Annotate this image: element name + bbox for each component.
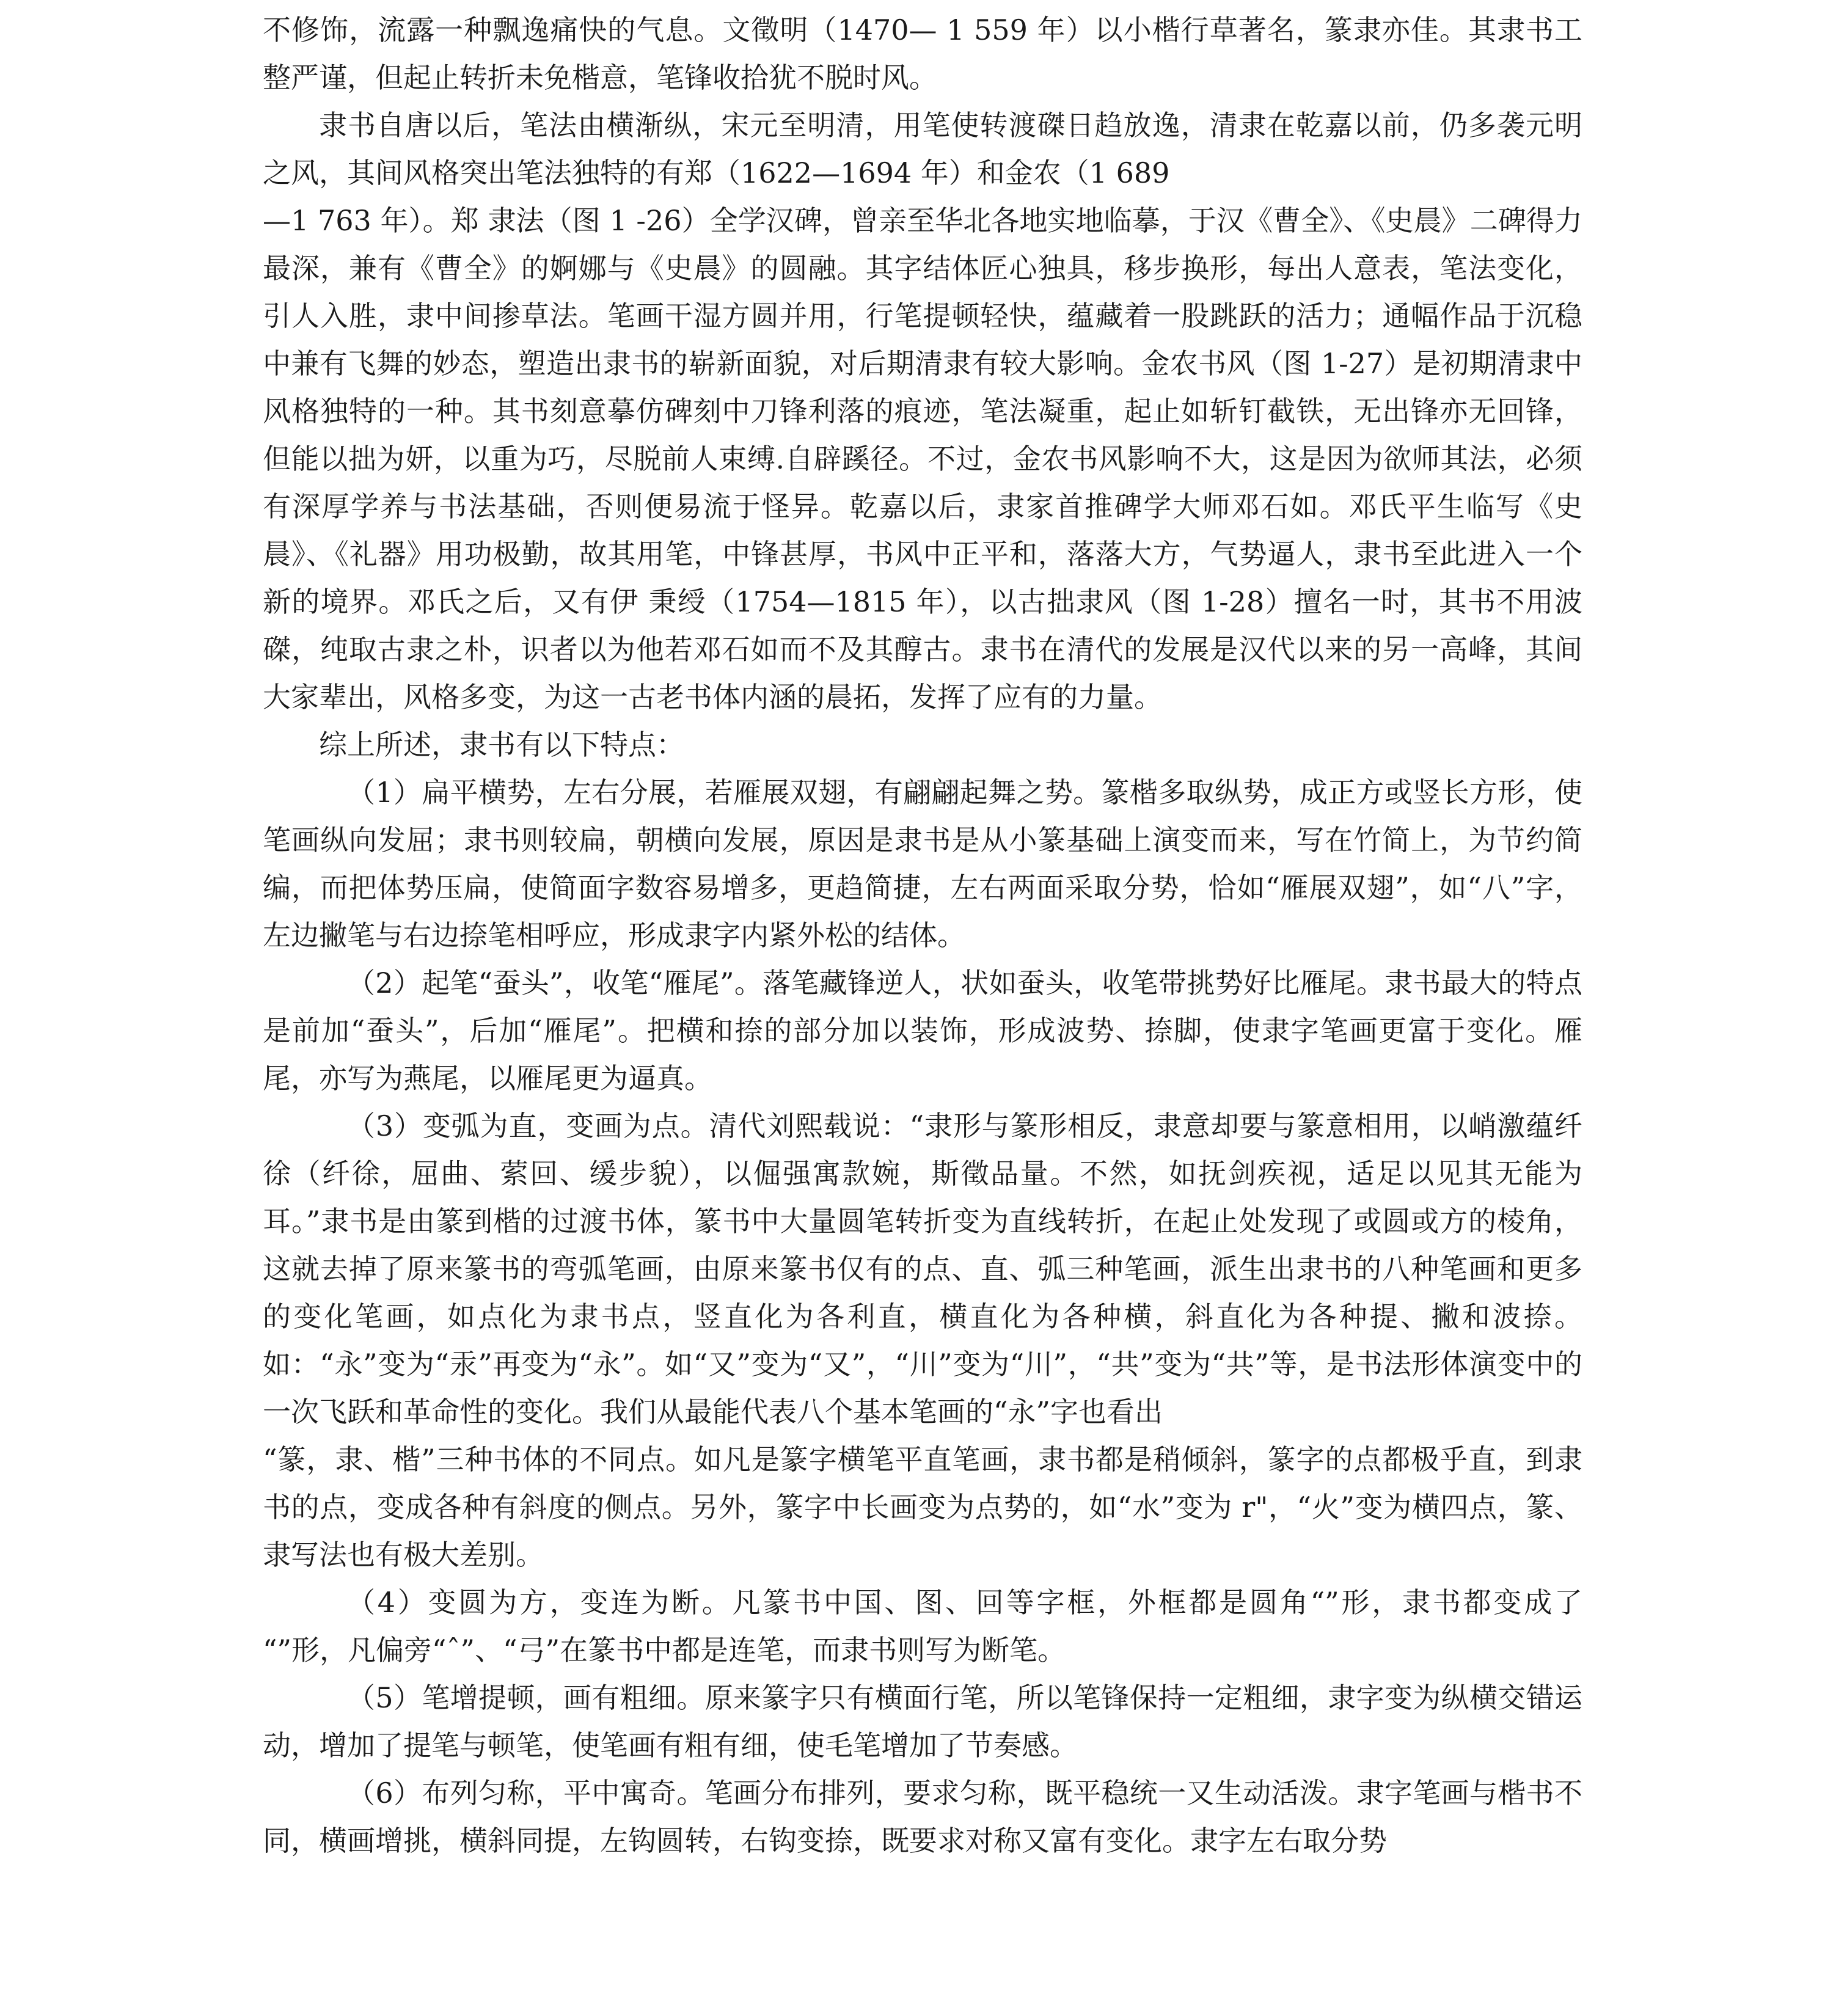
list-item-feature-5: （5）笔增提顿，画有粗细。原来篆字只有横面行笔，所以笔锋保持一定粗细，隶字变为纵横交错运动，增加了提笔与顿笔，使笔画有粗有细，使毛笔增加了节奏感。 [263, 1681, 1582, 1762]
paragraph-zheng-jinnong-deng: —1 763 年）。郑 隶法（图 1 -26）全学汉碑，曾亲至华北各地实地临摹，于汉《曹全》、《史晨》二碑得力最深，兼有《曹全》的婀娜与《史晨》的圆融。其字结体匠心独具，移步换形，每出人意表，笔法变化，引人入胜，隶中间掺草法。笔画干湿方圆并用，行笔提顿轻快，蕴藏着一股跳跃的活力；通幅作品于沉稳中兼有飞舞的妙态，塑造出隶书的崭新面貌，对后期清隶有较大影响。金农书风（图 1-27）是初期清隶中风格独特的一种。其书刻意摹仿碑刻中刀锋利落的痕迹，笔法凝重，起止如斩钉截铁，无出锋亦无回锋，但能以拙为妍，以重为巧，尽脱前人束缚.自辟蹊径。不过，金农书风影响不大，这是因为欲师其法，必须有深厚学养与书法基础，否则便易流于怪异。乾嘉以后，隶家首推碑学大师邓石如。邓氏平生临写《史晨》、《礼器》用功极勤，故其用笔，中锋甚厚，书风中正平和，落落大方，气势逼人，隶书至此进入一个新的境界。邓氏之后，又有伊 秉绶（1754—1815 年），以古拙隶风（图 1-28）擅名一时，其书不用波磔，纯取古隶之朴，识者以为他若邓石如而不及其醇古。隶书在清代的发展是汉代以来的另一高峰，其间大家辈出，风格多变，为这一古老书体内涵的晨拓，发挥了应有的力量。 [263, 204, 1582, 714]
list-item-feature-3: （3）变弧为直，变画为点。清代刘熙载说：“隶形与篆形相反，隶意却要与篆意相用，以峭激蕴纤徐（纤徐，屈曲、萦回、缓步貌），以倔强寓款婉，斯徵品量。不然，如抚剑疾视，适足以见其无能为耳。”隶书是由篆到楷的过渡书体，篆书中大量圆笔转折变为直线转折，在起止处发现了或圆或方的棱角，这就去掉了原来篆书的弯弧笔画，由原来篆书仅有的点、直、弧三种笔画，派生出隶书的八种笔画和更多的变化笔画，如点化为隶书点，竖直化为各利直，横直化为各种横，斜直化为各种提、撇和波捺。如：“永”变为“汞”再变为“永”。如“又”变为“又”，“川”变为“川”，“共”变为“共”等，是书法形体演变中的一次飞跃和革命性的变化。我们从最能代表八个基本笔画的“永”字也看出 [263, 1109, 1582, 1428]
document-page [263, 6, 1582, 1864]
paragraph-qing-li-intro: 隶书自唐以后，笔法由横渐纵，宋元至明清，用笔使转渡磔日趋放逸，清隶在乾嘉以前，仍多袭元明之风，其间风格突出笔法独特的有郑（1622—1694 年）和金农（1 689 [263, 109, 1582, 189]
list-item-feature-3-continued: “篆，隶、楷”三种书体的不同点。如凡是篆字横笔平直笔画，隶书都是稍倾斜，篆字的点都极乎直，到隶书的点，变成各种有斜度的侧点。另外，篆字中长画变为点势的，如“水”变为 r"，“火”变为横四点，篆、隶写法也有极大差别。 [263, 1443, 1582, 1571]
list-item-feature-6: （6）布列匀称，平中寓奇。笔画分布排列，要求匀称，既平稳统一又生动活泼。隶字笔画与楷书不同，横画增挑，横斜同提，左钩圆转，右钩变捺，既要求对称又富有变化。隶字左右取分势 [263, 1777, 1582, 1857]
paragraph-wen-zhengming: 不修饰，流露一种飘逸痛快的气息。文徵明（1470— 1 559 年）以小楷行草著名，篆隶亦佳。其隶书工整严谨，但起止转折未免楷意，笔锋收拾犹不脱时风。 [263, 13, 1582, 94]
list-item-feature-1: （1）扁平横势，左右分展，若雁展双翅，有翩翩起舞之势。篆楷多取纵势，成正方或竖长方形，使笔画纵向发屈；隶书则较扁，朝横向发展，原因是隶书是从小篆基础上演变而来，写在竹简上，为节约简编，而把体势压扁，使简面字数容易增多，更趋简捷，左右两面采取分势，恰如“雁展双翅”，如“八”字，左边撇笔与右边捺笔相呼应，形成隶字内紧外松的结体。 [263, 776, 1582, 952]
list-item-feature-4: （4）变圆为方，变连为断。凡篆书中国、图、回等字框，外框都是圆角“”形，隶书都变成了 “”形，凡偏旁“ˆ”、“弓”在篆书中都是连笔，而隶书则写为断笔。 [263, 1586, 1582, 1667]
paragraph-summary-heading: 综上所述，隶书有以下特点： [319, 728, 684, 761]
list-item-feature-2: （2）起笔“蚕头”，收笔“雁尾”。落笔藏锋逆人，状如蚕头，收笔带挑势好比雁尾。隶书最大的特点是前加“蚕头”，后加“雁尾”。把横和捺的部分加以装饰，形成波势、捺脚，使隶字笔画更富于变化。雁尾，亦写为燕尾，以雁尾更为逼真。 [263, 966, 1582, 1095]
